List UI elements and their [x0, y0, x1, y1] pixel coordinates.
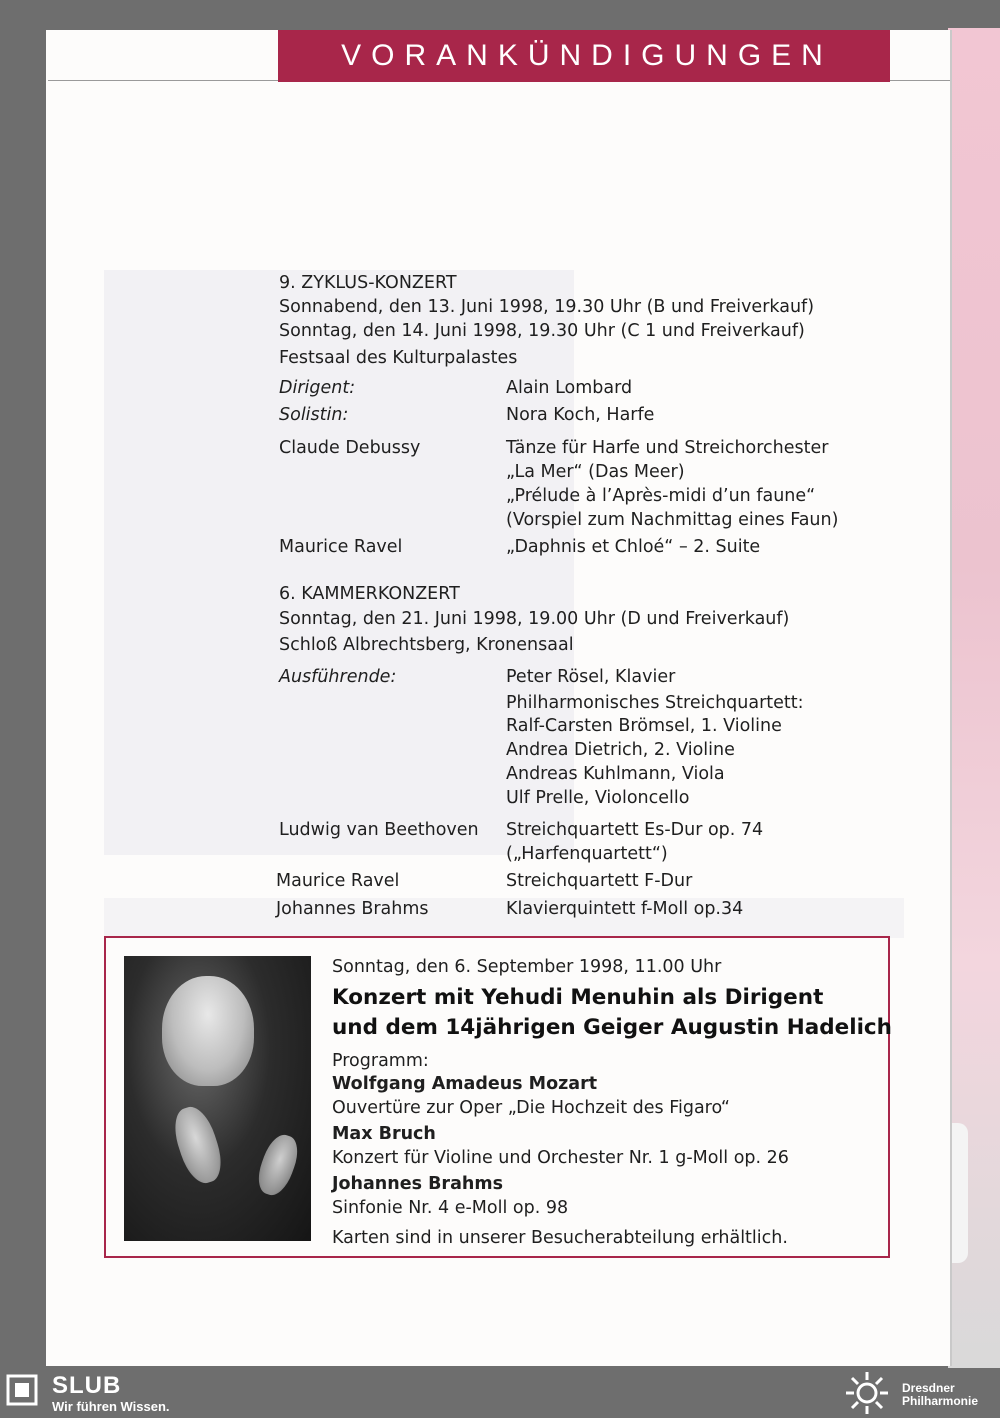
concert1-work: Tänze für Harfe und Streichorchester	[506, 438, 829, 458]
slub-logo-icon	[6, 1374, 38, 1406]
partner-name	[902, 1382, 1000, 1408]
special-composer3: Johannes Brahms	[332, 1174, 503, 1194]
concert1-work2: „Daphnis et Chloé“ – 2. Suite	[506, 537, 761, 557]
concert2-composer2: Maurice Ravel	[276, 871, 400, 891]
partner-name-line1: Dresdner	[902, 1381, 955, 1395]
concert1-work: „Prélude à l’Après-midi d’un faune“	[506, 486, 816, 506]
special-title-line1: Konzert mit Yehudi Menuhin als Dirigent	[332, 985, 824, 1010]
concert2-work3: Klavierquintett f-Moll op.34	[506, 899, 744, 919]
performer: Andreas Kuhlmann, Viola	[506, 764, 725, 784]
concert1-date1: Sonnabend, den 13. Juni 1998, 19.30 Uhr (B und Freiverkauf)	[279, 297, 815, 317]
concert1-date2: Sonntag, den 14. Juni 1998, 19.30 Uhr (C 1 und Freiverkauf)	[279, 321, 805, 341]
concert2-work1-sub: („Harfenquartett“)	[506, 844, 668, 864]
concert2-composer3: Johannes Brahms	[276, 899, 429, 919]
performers-label: Ausführende:	[279, 667, 397, 687]
special-date: Sonntag, den 6. September 1998, 11.00 Uhr	[332, 957, 722, 977]
photo-head-shape	[162, 976, 254, 1086]
facing-page-strip	[948, 28, 1000, 1368]
concert2-date: Sonntag, den 21. Juni 1998, 19.00 Uhr (D und Freiverkauf)	[279, 609, 790, 629]
photo-hand-shape	[252, 1130, 303, 1199]
concert2-composer1: Ludwig van Beethoven	[279, 820, 479, 840]
special-composer2: Max Bruch	[332, 1124, 436, 1144]
tickets-note: Karten sind in unserer Besucherabteilung erhältlich.	[332, 1228, 788, 1248]
concert1-work: (Vorspiel zum Nachmittag eines Faun)	[506, 510, 839, 530]
special-title-line2: und dem 14jährigen Geiger Augustin Hadelich	[332, 1015, 892, 1040]
section-title: VORANKÜNDIGUNGEN	[341, 39, 833, 72]
special-work2: Konzert für Violine und Orchester Nr. 1 g-Moll op. 26	[332, 1148, 789, 1168]
slub-slogan: Wir führen Wissen.	[52, 1399, 170, 1414]
performer: Ralf-Carsten Brömsel, 1. Violine	[506, 716, 782, 736]
sunburst-logo-icon	[842, 1370, 892, 1416]
performer: Andrea Dietrich, 2. Violine	[506, 740, 735, 760]
performer: Ulf Prelle, Violoncello	[506, 788, 690, 808]
show-through-strip	[104, 898, 904, 938]
concert2-heading: 6. KAMMERKONZERT	[279, 584, 460, 604]
conductor-name: Alain Lombard	[506, 378, 633, 398]
program-label: Programm:	[332, 1051, 429, 1071]
soloist-label: Solistin:	[279, 405, 349, 425]
concert1-work: „La Mer“ (Das Meer)	[506, 462, 685, 482]
concert1-composer2: Maurice Ravel	[279, 537, 403, 557]
concert1-composer1: Claude Debussy	[279, 438, 421, 458]
partner-name-line2: Philharmonie	[902, 1394, 979, 1408]
performer: Peter Rösel, Klavier	[506, 667, 676, 687]
concert2-work1: Streichquartett Es-Dur op. 74	[506, 820, 764, 840]
soloist-name: Nora Koch, Harfe	[506, 405, 655, 425]
menuhin-photo	[124, 956, 311, 1241]
special-concert-box	[104, 936, 890, 1258]
conductor-label: Dirigent:	[279, 378, 356, 398]
document-page	[46, 30, 952, 1366]
photo-hand-shape	[168, 1102, 228, 1188]
concert1-venue: Festsaal des Kulturpalastes	[279, 348, 518, 368]
concert2-work2: Streichquartett F-Dur	[506, 871, 693, 891]
section-header	[278, 30, 890, 82]
slub-name: SLUB	[52, 1372, 122, 1399]
concert2-venue: Schloß Albrechtsberg, Kronensaal	[279, 635, 574, 655]
special-work3: Sinfonie Nr. 4 e-Moll op. 98	[332, 1198, 569, 1218]
special-work1: Ouvertüre zur Oper „Die Hochzeit des Figaro“	[332, 1098, 730, 1118]
concert1-heading: 9. ZYKLUS-KONZERT	[279, 273, 457, 293]
footer-bar	[0, 1368, 1000, 1418]
special-composer1: Wolfgang Amadeus Mozart	[332, 1074, 598, 1094]
performer: Philharmonisches Streichquartett:	[506, 693, 804, 713]
